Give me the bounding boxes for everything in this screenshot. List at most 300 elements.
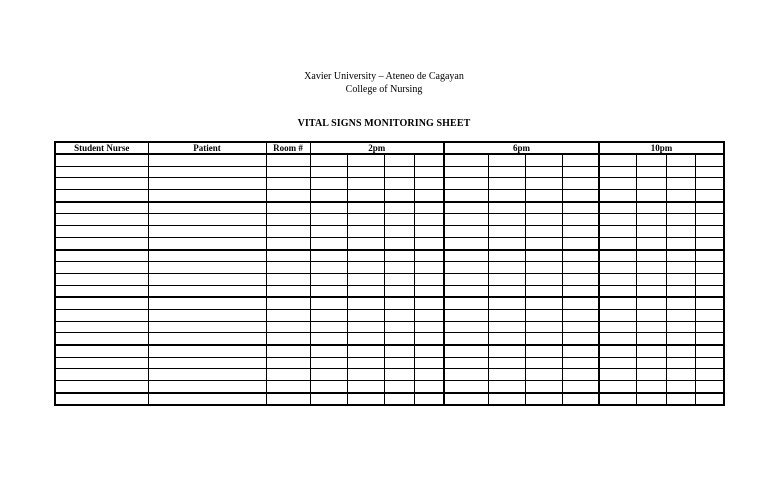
table-cell[interactable] (562, 285, 599, 297)
table-cell[interactable] (488, 262, 525, 274)
table-cell[interactable] (414, 273, 444, 285)
table-cell[interactable] (636, 226, 666, 238)
table-cell[interactable] (444, 321, 488, 333)
table-cell[interactable] (599, 357, 636, 369)
table-cell[interactable] (488, 166, 525, 178)
table-cell[interactable] (266, 333, 310, 345)
table-cell[interactable] (488, 357, 525, 369)
table-cell[interactable] (525, 250, 562, 262)
table-cell[interactable] (636, 273, 666, 285)
table-cell[interactable] (488, 237, 525, 249)
table-cell[interactable] (695, 178, 724, 190)
table-cell[interactable] (266, 309, 310, 321)
table-cell[interactable] (414, 178, 444, 190)
table-cell[interactable] (55, 178, 148, 190)
table-cell[interactable] (266, 250, 310, 262)
table-cell[interactable] (525, 309, 562, 321)
table-cell[interactable] (266, 154, 310, 166)
table-cell[interactable] (55, 226, 148, 238)
table-cell[interactable] (266, 345, 310, 357)
table-cell[interactable] (310, 166, 347, 178)
table-cell[interactable] (695, 369, 724, 381)
table-cell[interactable] (525, 237, 562, 249)
table-cell[interactable] (444, 226, 488, 238)
table-cell[interactable] (599, 369, 636, 381)
table-cell[interactable] (488, 154, 525, 166)
table-cell[interactable] (525, 190, 562, 202)
table-cell[interactable] (488, 285, 525, 297)
table-cell[interactable] (444, 369, 488, 381)
table-cell[interactable] (695, 226, 724, 238)
table-cell[interactable] (695, 214, 724, 226)
table-cell[interactable] (444, 285, 488, 297)
table-cell[interactable] (310, 190, 347, 202)
table-cell[interactable] (347, 297, 384, 309)
table-cell[interactable] (148, 369, 266, 381)
table-cell[interactable] (636, 345, 666, 357)
table-cell[interactable] (562, 309, 599, 321)
table-cell[interactable] (414, 214, 444, 226)
table-cell[interactable] (636, 309, 666, 321)
table-cell[interactable] (695, 297, 724, 309)
table-cell[interactable] (266, 297, 310, 309)
table-cell[interactable] (310, 178, 347, 190)
table-cell[interactable] (148, 381, 266, 393)
table-cell[interactable] (666, 273, 695, 285)
table-cell[interactable] (695, 285, 724, 297)
table-cell[interactable] (695, 190, 724, 202)
table-cell[interactable] (488, 369, 525, 381)
table-cell[interactable] (488, 190, 525, 202)
table-cell[interactable] (310, 285, 347, 297)
table-cell[interactable] (384, 178, 414, 190)
table-cell[interactable] (384, 190, 414, 202)
table-cell[interactable] (636, 369, 666, 381)
table-cell[interactable] (599, 154, 636, 166)
table-cell[interactable] (347, 226, 384, 238)
table-cell[interactable] (266, 357, 310, 369)
table-cell[interactable] (148, 214, 266, 226)
table-cell[interactable] (636, 297, 666, 309)
table-cell[interactable] (266, 381, 310, 393)
table-cell[interactable] (599, 214, 636, 226)
table-cell[interactable] (414, 166, 444, 178)
table-cell[interactable] (636, 285, 666, 297)
table-cell[interactable] (599, 309, 636, 321)
table-cell[interactable] (599, 285, 636, 297)
table-cell[interactable] (695, 345, 724, 357)
table-cell[interactable] (414, 345, 444, 357)
table-cell[interactable] (525, 381, 562, 393)
table-cell[interactable] (414, 381, 444, 393)
table-cell[interactable] (599, 273, 636, 285)
table-cell[interactable] (347, 202, 384, 214)
table-cell[interactable] (414, 154, 444, 166)
table-cell[interactable] (525, 226, 562, 238)
table-cell[interactable] (599, 250, 636, 262)
table-cell[interactable] (488, 273, 525, 285)
table-cell[interactable] (310, 381, 347, 393)
table-cell[interactable] (55, 273, 148, 285)
table-cell[interactable] (266, 214, 310, 226)
table-cell[interactable] (310, 321, 347, 333)
table-cell[interactable] (414, 297, 444, 309)
table-cell[interactable] (310, 202, 347, 214)
table-cell[interactable] (562, 226, 599, 238)
table-cell[interactable] (525, 154, 562, 166)
table-cell[interactable] (148, 250, 266, 262)
table-cell[interactable] (148, 321, 266, 333)
table-cell[interactable] (562, 178, 599, 190)
table-cell[interactable] (148, 297, 266, 309)
table-cell[interactable] (444, 214, 488, 226)
table-cell[interactable] (444, 178, 488, 190)
table-cell[interactable] (148, 345, 266, 357)
table-cell[interactable] (148, 178, 266, 190)
table-cell[interactable] (666, 297, 695, 309)
table-cell[interactable] (599, 237, 636, 249)
table-cell[interactable] (525, 285, 562, 297)
table-cell[interactable] (347, 273, 384, 285)
table-cell[interactable] (148, 273, 266, 285)
table-cell[interactable] (636, 250, 666, 262)
table-cell[interactable] (310, 393, 347, 406)
table-cell[interactable] (488, 381, 525, 393)
table-cell[interactable] (562, 357, 599, 369)
table-cell[interactable] (347, 178, 384, 190)
table-cell[interactable] (384, 202, 414, 214)
table-cell[interactable] (414, 321, 444, 333)
table-cell[interactable] (148, 202, 266, 214)
table-cell[interactable] (266, 285, 310, 297)
table-cell[interactable] (599, 297, 636, 309)
table-cell[interactable] (525, 262, 562, 274)
table-cell[interactable] (347, 321, 384, 333)
table-cell[interactable] (414, 202, 444, 214)
table-cell[interactable] (525, 345, 562, 357)
table-cell[interactable] (266, 273, 310, 285)
table-cell[interactable] (666, 214, 695, 226)
table-cell[interactable] (666, 345, 695, 357)
table-cell[interactable] (562, 154, 599, 166)
table-cell[interactable] (384, 333, 414, 345)
table-cell[interactable] (488, 297, 525, 309)
table-cell[interactable] (599, 166, 636, 178)
table-cell[interactable] (562, 297, 599, 309)
table-cell[interactable] (347, 381, 384, 393)
table-cell[interactable] (347, 166, 384, 178)
table-cell[interactable] (148, 237, 266, 249)
table-cell[interactable] (562, 250, 599, 262)
table-cell[interactable] (562, 166, 599, 178)
table-cell[interactable] (488, 178, 525, 190)
table-cell[interactable] (599, 262, 636, 274)
table-cell[interactable] (562, 190, 599, 202)
table-cell[interactable] (444, 190, 488, 202)
table-cell[interactable] (266, 237, 310, 249)
table-cell[interactable] (414, 333, 444, 345)
table-cell[interactable] (666, 202, 695, 214)
table-cell[interactable] (562, 214, 599, 226)
table-cell[interactable] (384, 154, 414, 166)
table-cell[interactable] (384, 297, 414, 309)
table-cell[interactable] (55, 166, 148, 178)
table-cell[interactable] (347, 345, 384, 357)
table-cell[interactable] (384, 309, 414, 321)
table-cell[interactable] (695, 333, 724, 345)
table-cell[interactable] (55, 369, 148, 381)
table-cell[interactable] (636, 321, 666, 333)
table-cell[interactable] (636, 190, 666, 202)
table-cell[interactable] (666, 357, 695, 369)
table-cell[interactable] (488, 250, 525, 262)
table-cell[interactable] (695, 321, 724, 333)
table-cell[interactable] (695, 309, 724, 321)
table-cell[interactable] (666, 166, 695, 178)
table-cell[interactable] (310, 345, 347, 357)
table-cell[interactable] (384, 381, 414, 393)
table-cell[interactable] (55, 357, 148, 369)
table-cell[interactable] (636, 262, 666, 274)
table-cell[interactable] (525, 393, 562, 406)
table-cell[interactable] (666, 333, 695, 345)
table-cell[interactable] (636, 333, 666, 345)
table-cell[interactable] (347, 154, 384, 166)
table-cell[interactable] (310, 250, 347, 262)
table-cell[interactable] (310, 214, 347, 226)
table-cell[interactable] (55, 297, 148, 309)
table-cell[interactable] (384, 226, 414, 238)
table-cell[interactable] (384, 250, 414, 262)
table-cell[interactable] (488, 333, 525, 345)
table-cell[interactable] (55, 393, 148, 406)
table-cell[interactable] (347, 250, 384, 262)
table-cell[interactable] (55, 333, 148, 345)
table-cell[interactable] (444, 273, 488, 285)
table-cell[interactable] (444, 333, 488, 345)
table-cell[interactable] (695, 154, 724, 166)
table-cell[interactable] (347, 357, 384, 369)
table-cell[interactable] (666, 250, 695, 262)
table-cell[interactable] (347, 309, 384, 321)
table-cell[interactable] (55, 250, 148, 262)
table-cell[interactable] (666, 369, 695, 381)
table-cell[interactable] (525, 369, 562, 381)
table-cell[interactable] (266, 226, 310, 238)
table-cell[interactable] (414, 262, 444, 274)
table-cell[interactable] (384, 273, 414, 285)
table-cell[interactable] (148, 262, 266, 274)
table-cell[interactable] (636, 357, 666, 369)
table-cell[interactable] (525, 178, 562, 190)
table-cell[interactable] (310, 369, 347, 381)
table-cell[interactable] (599, 178, 636, 190)
table-cell[interactable] (148, 154, 266, 166)
table-cell[interactable] (347, 333, 384, 345)
table-cell[interactable] (148, 166, 266, 178)
table-cell[interactable] (525, 214, 562, 226)
table-cell[interactable] (347, 369, 384, 381)
table-cell[interactable] (488, 345, 525, 357)
table-cell[interactable] (636, 381, 666, 393)
table-cell[interactable] (347, 393, 384, 406)
table-cell[interactable] (266, 202, 310, 214)
table-cell[interactable] (525, 202, 562, 214)
table-cell[interactable] (384, 345, 414, 357)
table-cell[interactable] (55, 154, 148, 166)
table-cell[interactable] (444, 381, 488, 393)
table-cell[interactable] (488, 214, 525, 226)
table-cell[interactable] (347, 214, 384, 226)
table-cell[interactable] (666, 226, 695, 238)
table-cell[interactable] (444, 237, 488, 249)
table-cell[interactable] (695, 250, 724, 262)
table-cell[interactable] (444, 309, 488, 321)
table-cell[interactable] (148, 190, 266, 202)
table-cell[interactable] (666, 178, 695, 190)
table-cell[interactable] (414, 357, 444, 369)
table-cell[interactable] (488, 202, 525, 214)
table-cell[interactable] (636, 202, 666, 214)
table-cell[interactable] (384, 321, 414, 333)
table-cell[interactable] (347, 285, 384, 297)
table-cell[interactable] (525, 297, 562, 309)
table-cell[interactable] (414, 369, 444, 381)
table-cell[interactable] (444, 250, 488, 262)
table-cell[interactable] (525, 333, 562, 345)
table-cell[interactable] (562, 369, 599, 381)
table-cell[interactable] (562, 393, 599, 406)
table-cell[interactable] (695, 262, 724, 274)
table-cell[interactable] (488, 321, 525, 333)
table-cell[interactable] (310, 154, 347, 166)
table-cell[interactable] (266, 369, 310, 381)
table-cell[interactable] (444, 262, 488, 274)
table-cell[interactable] (384, 237, 414, 249)
table-cell[interactable] (414, 250, 444, 262)
table-cell[interactable] (414, 309, 444, 321)
table-cell[interactable] (599, 333, 636, 345)
table-cell[interactable] (266, 190, 310, 202)
table-cell[interactable] (599, 226, 636, 238)
table-cell[interactable] (562, 262, 599, 274)
table-cell[interactable] (562, 381, 599, 393)
table-cell[interactable] (310, 262, 347, 274)
table-cell[interactable] (525, 321, 562, 333)
table-cell[interactable] (384, 393, 414, 406)
table-cell[interactable] (55, 202, 148, 214)
table-cell[interactable] (384, 285, 414, 297)
table-cell[interactable] (695, 393, 724, 406)
table-cell[interactable] (562, 321, 599, 333)
table-cell[interactable] (266, 166, 310, 178)
table-cell[interactable] (310, 309, 347, 321)
table-cell[interactable] (310, 226, 347, 238)
table-cell[interactable] (310, 297, 347, 309)
table-cell[interactable] (636, 393, 666, 406)
table-cell[interactable] (444, 357, 488, 369)
table-cell[interactable] (414, 190, 444, 202)
table-cell[interactable] (525, 357, 562, 369)
table-cell[interactable] (666, 321, 695, 333)
table-cell[interactable] (148, 226, 266, 238)
table-cell[interactable] (599, 321, 636, 333)
table-cell[interactable] (636, 166, 666, 178)
table-cell[interactable] (55, 262, 148, 274)
table-cell[interactable] (666, 237, 695, 249)
table-cell[interactable] (414, 285, 444, 297)
table-cell[interactable] (666, 262, 695, 274)
table-cell[interactable] (636, 214, 666, 226)
table-cell[interactable] (562, 202, 599, 214)
table-cell[interactable] (310, 237, 347, 249)
table-cell[interactable] (562, 333, 599, 345)
table-cell[interactable] (55, 237, 148, 249)
table-cell[interactable] (562, 237, 599, 249)
table-cell[interactable] (444, 345, 488, 357)
table-cell[interactable] (444, 297, 488, 309)
table-cell[interactable] (562, 345, 599, 357)
table-cell[interactable] (666, 285, 695, 297)
table-cell[interactable] (666, 154, 695, 166)
table-cell[interactable] (444, 166, 488, 178)
table-cell[interactable] (444, 202, 488, 214)
table-cell[interactable] (666, 309, 695, 321)
table-cell[interactable] (695, 237, 724, 249)
table-cell[interactable] (347, 190, 384, 202)
table-cell[interactable] (384, 369, 414, 381)
table-cell[interactable] (695, 273, 724, 285)
table-cell[interactable] (636, 178, 666, 190)
table-cell[interactable] (695, 202, 724, 214)
table-cell[interactable] (444, 154, 488, 166)
table-cell[interactable] (444, 393, 488, 406)
table-cell[interactable] (599, 393, 636, 406)
table-cell[interactable] (148, 285, 266, 297)
table-cell[interactable] (636, 154, 666, 166)
table-cell[interactable] (599, 202, 636, 214)
table-cell[interactable] (599, 381, 636, 393)
table-cell[interactable] (695, 166, 724, 178)
table-cell[interactable] (310, 357, 347, 369)
table-cell[interactable] (55, 190, 148, 202)
table-cell[interactable] (488, 309, 525, 321)
table-cell[interactable] (384, 166, 414, 178)
table-cell[interactable] (599, 345, 636, 357)
table-cell[interactable] (525, 273, 562, 285)
table-cell[interactable] (310, 273, 347, 285)
table-cell[interactable] (266, 262, 310, 274)
table-cell[interactable] (55, 309, 148, 321)
table-cell[interactable] (384, 214, 414, 226)
table-cell[interactable] (695, 381, 724, 393)
table-cell[interactable] (148, 309, 266, 321)
table-cell[interactable] (266, 321, 310, 333)
table-cell[interactable] (666, 381, 695, 393)
table-cell[interactable] (488, 226, 525, 238)
table-cell[interactable] (384, 262, 414, 274)
table-cell[interactable] (414, 226, 444, 238)
table-cell[interactable] (695, 357, 724, 369)
table-cell[interactable] (55, 381, 148, 393)
table-cell[interactable] (414, 237, 444, 249)
table-cell[interactable] (347, 237, 384, 249)
table-cell[interactable] (666, 393, 695, 406)
table-cell[interactable] (666, 190, 695, 202)
table-cell[interactable] (55, 285, 148, 297)
table-cell[interactable] (384, 357, 414, 369)
table-cell[interactable] (148, 393, 266, 406)
